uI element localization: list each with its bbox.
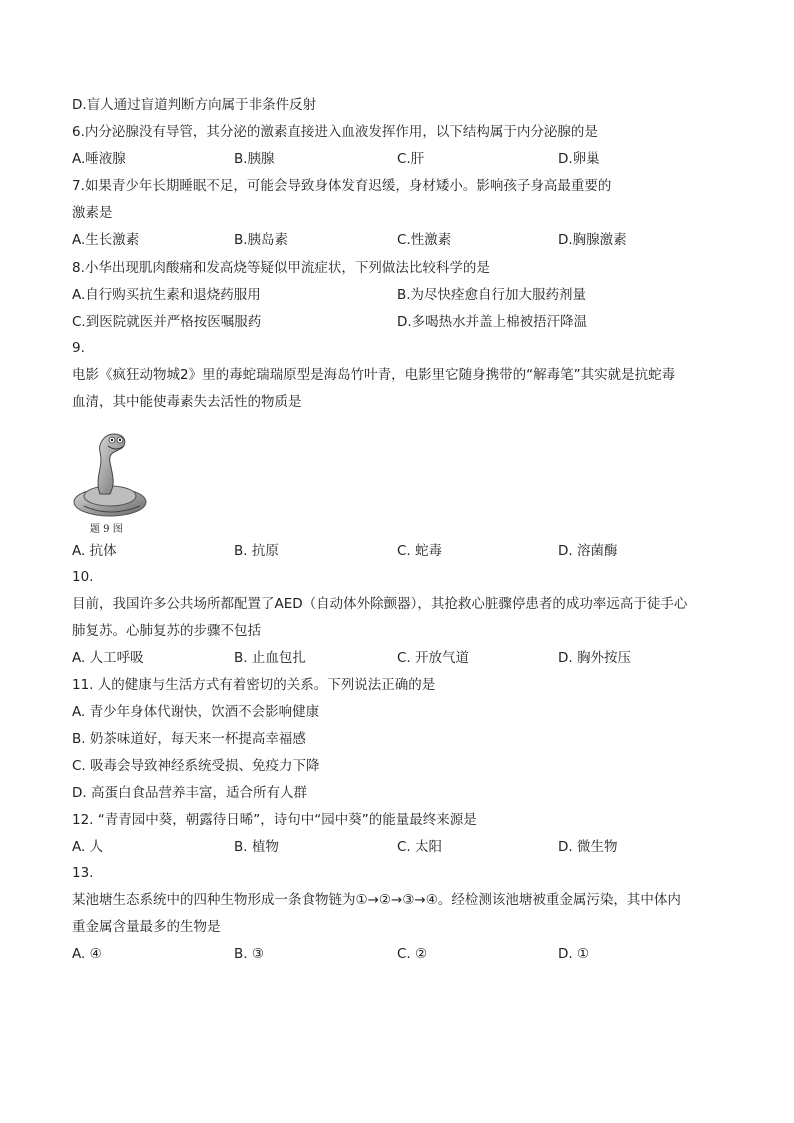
q8-option-d: D.多喝热水并盖上棉被捂汗降温 — [397, 314, 588, 330]
q13-number: 13. — [72, 865, 94, 881]
q9-option-b: B. 抗原 — [234, 543, 279, 559]
q9-option-d: D. 溶菌酶 — [558, 543, 618, 559]
q10-option-c: C. 开放气道 — [397, 650, 470, 666]
q10-option-b: B. 止血包扎 — [234, 650, 306, 666]
q11-option-b: B. 奶茶味道好，每天来一杯提高幸福感 — [72, 731, 306, 747]
figure-caption: 题 9 图 — [90, 524, 123, 535]
q9-number: 9. — [72, 340, 85, 356]
q10-option-a: A. 人工呼吸 — [72, 650, 144, 666]
q12-option-a: A. 人 — [72, 839, 104, 855]
q8-option-a: A.自行购买抗生素和退烧药服用 — [72, 287, 261, 303]
q7-option-d: D.胸腺激素 — [558, 232, 627, 248]
q6-option-b: B.胰腺 — [234, 151, 275, 167]
q8-option-b: B.为尽快痊愈自行加大服药剂量 — [397, 287, 587, 303]
q10-number: 10. — [72, 569, 94, 585]
q13-option-d: D. ① — [558, 946, 590, 962]
q10-option-d: D. 胸外按压 — [558, 650, 631, 666]
q12-option-d: D. 微生物 — [558, 839, 618, 855]
q6-option-a: A.唾液腺 — [72, 151, 126, 167]
q6-option-c: C.肝 — [397, 151, 425, 167]
q7-option-c: C.性激素 — [397, 232, 452, 248]
q10-stem-line2: 肺复苏。心肺复苏的步骤不包括 — [72, 623, 261, 639]
q11-option-c: C. 吸毒会导致神经系统受损、免疫力下降 — [72, 758, 320, 774]
q13-stem-line1: 某池塘生态系统中的四种生物形成一条食物链为①→②→③→④。经检测该池塘被重金属污染，其中体内 — [72, 892, 681, 908]
q11-option-a: A. 青少年身体代谢快，饮酒不会影响健康 — [72, 704, 320, 720]
q5-option-d: D.盲人通过盲道判断方向属于非条件反射 — [72, 97, 317, 113]
q7-option-a: A.生长激素 — [72, 232, 140, 248]
q13-option-c: C. ② — [397, 946, 428, 962]
q13-option-a: A. ④ — [72, 946, 102, 962]
q9-stem-line1: 电影《疯狂动物城2》里的毒蛇瑞瑞原型是海岛竹叶青，电影里它随身携带的“解毒笔”其实就是抗蛇毒 — [72, 367, 676, 383]
q12-option-b: B. 植物 — [234, 839, 279, 855]
q10-stem-line1: 目前，我国许多公共场所都配置了AED（自动体外除颤器），其抢救心脏骤停患者的成功率远高于徒手心 — [72, 596, 688, 612]
q7-option-b: B.胰岛素 — [234, 232, 289, 248]
q7-stem-line2: 激素是 — [72, 205, 113, 221]
snake-figure — [70, 422, 154, 534]
q8-option-c: C.到医院就医并严格按医嘱服药 — [72, 314, 262, 330]
q9-stem-line2: 血清，其中能使毒素失去活性的物质是 — [72, 394, 302, 410]
q7-stem-line1: 7.如果青少年长期睡眠不足，可能会导致身体发育迟缓，身材矮小。影响孩子身高最重要的 — [72, 178, 612, 194]
q6-stem: 6.内分泌腺没有导管，其分泌的激素直接进入血液发挥作用，以下结构属于内分泌腺的是 — [72, 124, 598, 140]
q13-stem-line2: 重金属含量最多的生物是 — [72, 919, 221, 935]
q6-option-d: D.卵巢 — [558, 151, 600, 167]
q13-option-b: B. ③ — [234, 946, 264, 962]
q8-stem: 8.小华出现肌肉酸痛和发高烧等疑似甲流症状，下列做法比较科学的是 — [72, 260, 490, 276]
q9-option-a: A. 抗体 — [72, 543, 117, 559]
q12-stem: 12. “青青园中葵，朝露待日晞”，诗句中“园中葵”的能量最终来源是 — [72, 812, 477, 828]
q12-option-c: C. 太阳 — [397, 839, 443, 855]
q11-option-d: D. 高蛋白食品营养丰富，适合所有人群 — [72, 785, 307, 801]
q9-option-c: C. 蛇毒 — [397, 543, 443, 559]
q11-stem: 11. 人的健康与生活方式有着密切的关系。下列说法正确的是 — [72, 677, 436, 693]
